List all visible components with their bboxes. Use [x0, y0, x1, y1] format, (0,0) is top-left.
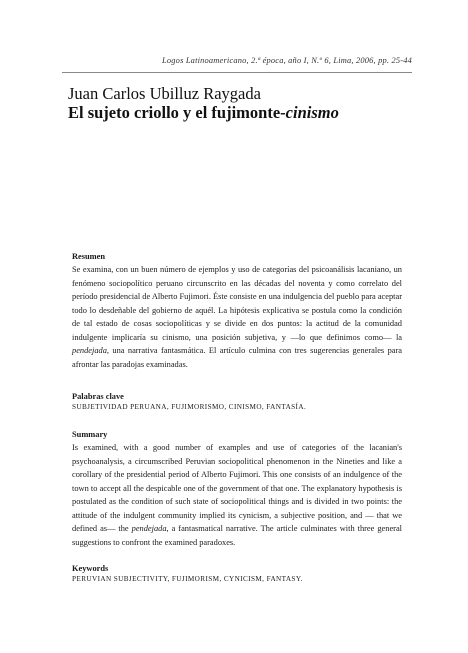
- summary-text-1: Is examined, with a good number of examples and use of categories of the lacanian's psychoanalysis, a circumscribed Peruvian sociopolitical phenomenon in the Nineties and like a corollary of the presidential period of Alberto Fujimori. This one consists of an indulgence of the town to accept all the despicable one of the government of that one. The explanatory hypothesis is postulated as the condition of such state of sociopolitical things and is divided in two points: the attitude of the indulgent community implied its cynicism, a subjective position, and — that we defined as— the: [72, 443, 402, 533]
- resumen-italic-term: pendejada: [72, 346, 107, 355]
- summary-body: [72, 441, 402, 549]
- title-italic: cinismo: [285, 103, 339, 122]
- summary-text-2: , a fantasmatical narrative. The article culminates with three general suggestions to confront the examined paradoxes.: [72, 524, 402, 547]
- resumen-heading: Resumen: [72, 252, 106, 261]
- keywords-section: [72, 564, 402, 583]
- palabras-clave-heading: Palabras clave: [72, 392, 124, 401]
- summary-heading: Summary: [72, 430, 108, 439]
- title-prefix: El sujeto criollo y el fujimonte-: [68, 103, 286, 122]
- header-rule: [62, 72, 412, 73]
- article-author: Juan Carlos Ubilluz Raygada: [68, 84, 261, 103]
- article-title: [68, 103, 339, 123]
- keywords-terms: PERUVIAN SUBJECTIVITY, FUJIMORISM, CYNICISM, FANTASY.: [72, 575, 303, 583]
- palabras-clave-section: [72, 392, 402, 411]
- summary-section: [72, 430, 402, 549]
- resumen-text-2: , una narrativa fantasmática. El artículo culmina con tres sugerencias generales para afrontar las paradojas examinadas.: [72, 346, 402, 369]
- palabras-clave-terms: SUBJETIVIDAD PERUANA, FUJIMORISMO, CINISMO, FANTASÍA.: [72, 403, 307, 411]
- resumen-text-1: Se examina, con un buen número de ejemplos y uso de categorías del psicoanálisis lacaniano, un fenómeno sociopolítico peruano circunscrito en las décadas del noventa y como correlato del período presidencial de Alberto Fujimori. Éste consiste en una indulgencia del pueblo para aceptar todo lo desdeñable del gobierno de aquél. La hipótesis explicativa se postula como la condición de tal estado de cosas sociopolíticas y se divide en dos puntos: la actitud de la comunidad indulgente implicaría su cinismo, una posición subjetiva, y —lo que definimos como— la: [72, 265, 402, 342]
- resumen-body: [72, 263, 402, 371]
- resumen-section: [72, 252, 402, 371]
- running-head: Logos Latinoamericano, 2.ª época, año I, N.º 6, Lima, 2006, pp. 25-44: [162, 56, 412, 65]
- summary-italic-term: pendejada: [131, 524, 167, 533]
- keywords-heading: Keywords: [72, 564, 109, 573]
